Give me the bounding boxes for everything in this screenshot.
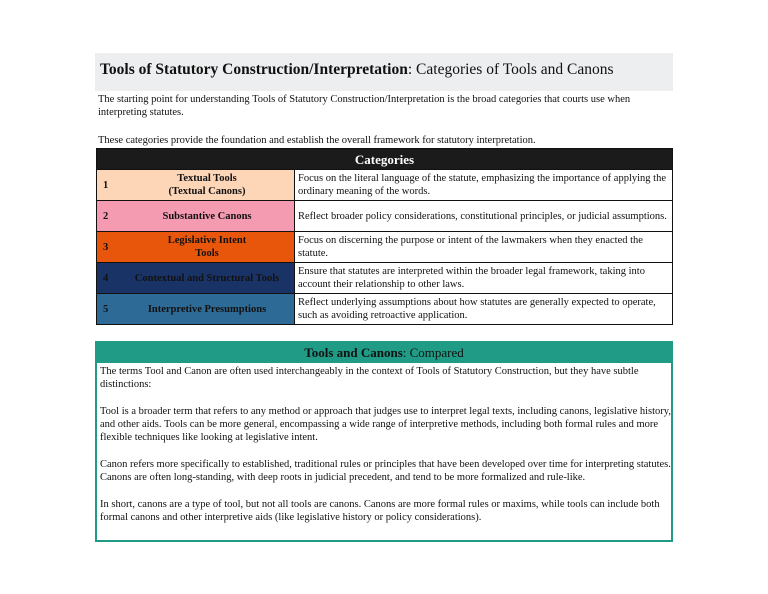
category-name: Legislative Intent Tools [120,232,295,263]
category-description: Reflect broader policy considerations, constitutional principles, or judicial assumptions. [295,201,673,232]
comparison-header-bold: Tools and Canons [304,345,403,360]
comparison-paragraph: The terms Tool and Canon are often used interchangeably in the context of Tools of Statutory Construction, but they have subtle distinctions: [100,366,639,390]
category-number: 1 [97,170,121,201]
comparison-header-rest: : Compared [402,345,464,360]
categories-table [96,148,673,325]
comparison-paragraph: Canon refers more specifically to established, traditional rules or principles that have been developed over time for interpreting statutes. Canons are often long-standing, with deep roots in judicial precedent, and tend to be more formalized and rule-like. [100,459,671,483]
comparison-paragraph: In short, canons are a type of tool, but not all tools are canons. Canons are more formal rules or maxims, while tools can include both formal canons and other interpretive aids (like legislative history or policy considerations). [100,499,660,523]
category-description: Focus on the literal language of the statute, emphasizing the importance of applying the ordinary meaning of the words. [295,170,673,201]
page-title-rest: : Categories of Tools and Canons [407,61,614,78]
category-number: 3 [97,232,121,263]
comparison-body [97,363,671,524]
category-number: 2 [97,201,121,232]
category-description: Ensure that statutes are interpreted within the broader legal framework, taking into account their relationship to other laws. [295,263,673,294]
table-row [97,201,673,232]
category-number: 5 [97,294,121,325]
category-description: Reflect underlying assumptions about how statutes are generally expected to operate, such as avoiding retroactive application. [295,294,673,325]
category-name: Interpretive Presumptions [120,294,295,325]
comparison-paragraph: Tool is a broader term that refers to any method or approach that judges use to interpret legal texts, including canons, legislative history, and other aids. Tools can be more general, encompassing a wide range of interpretive methods, including both formal rules and more flexible techniques like looking at legislative intent. [100,406,671,443]
page-title-bold: Tools of Statutory Construction/Interpretation [100,61,408,78]
table-row [97,232,673,263]
category-name: Contextual and Structural Tools [120,263,295,294]
page-title [95,53,673,91]
categories-header: Categories [97,149,673,170]
category-description: Focus on discerning the purpose or intent of the lawmakers when they enacted the statute. [295,232,673,263]
framework-paragraph: These categories provide the foundation and establish the overall framework for statutory interpretation. [98,135,536,146]
table-row [97,294,673,325]
category-name: Textual Tools (Textual Canons) [120,170,295,201]
intro-paragraph: The starting point for understanding Tools of Statutory Construction/Interpretation is the broad categories that courts use when interpreting statutes. [98,94,631,118]
table-row [97,170,673,201]
category-number: 4 [97,263,121,294]
comparison-box [95,341,673,542]
comparison-header [97,343,671,363]
category-name: Substantive Canons [120,201,295,232]
table-row [97,263,673,294]
